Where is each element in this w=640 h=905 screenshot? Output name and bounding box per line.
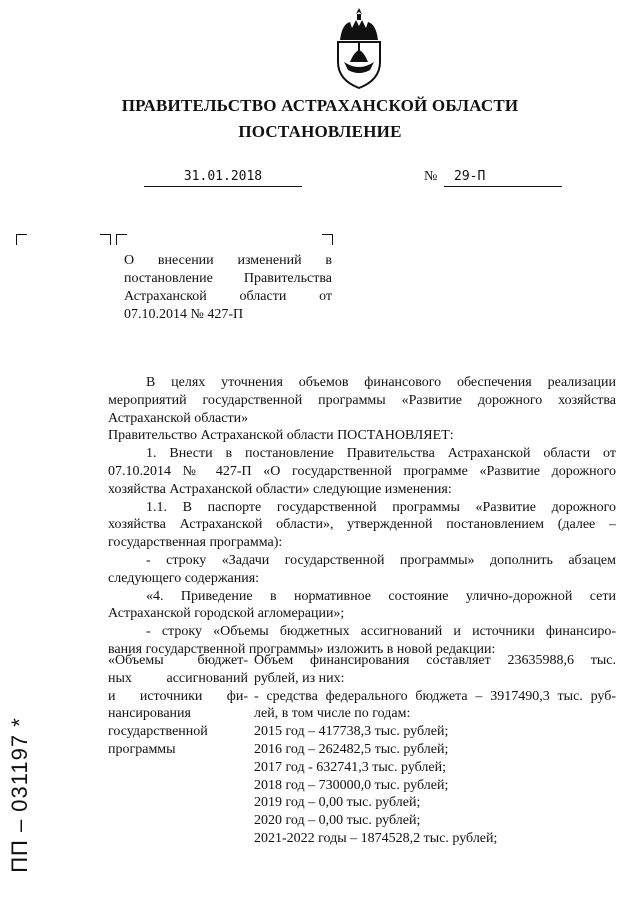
table-left-line: ных ассигнований [108, 670, 248, 686]
table-left-line: и источники фи- [108, 688, 248, 704]
table-right-line: Объем финансирования составляет 23635988,6 тыс. [254, 653, 616, 668]
subject-line: 07.10.2014 № 427-П [124, 307, 244, 322]
body-line: - строку «Задачи государственной программы» дополнить абзацем [146, 552, 616, 568]
table-left-line: государственной [108, 724, 208, 740]
table-right-line: 2021-2022 годы – 1874528,2 тыс. рублей; [254, 830, 498, 846]
serial-number-stamp [8, 700, 32, 890]
subject-line: постановление Правительства [124, 271, 332, 286]
body-line: «4. Приведение в нормативное состояние улично-дорожной сети [146, 588, 616, 604]
body-line: 1. Внести в постановление Правительства Астраханской области от [146, 446, 616, 462]
table-right-line: 2015 год – 417738,3 тыс. рублей; [254, 724, 449, 740]
table-right-line: - средства федерального бюджета – 3917490,3 тыс. руб- [254, 688, 616, 704]
body-line: хозяйства Астраханской области» следующие изменения: [108, 481, 452, 497]
document-body [108, 374, 616, 659]
body-line: Астраханской области» [108, 410, 249, 426]
table-left-cell [108, 652, 248, 759]
government-title: ПРАВИТЕЛЬСТВО АСТРАХАНСКОЙ ОБЛАСТИ [121, 96, 519, 115]
table-right-line: 2017 год - 632741,3 тыс. рублей; [254, 759, 447, 775]
table-right-cell [254, 652, 616, 848]
table-left-line: программы [108, 741, 176, 757]
table-right-line: 2020 год – 0,00 тыс. рублей; [254, 813, 421, 829]
document-date: 31.01.2018 [144, 168, 302, 187]
corner-mark [16, 234, 27, 245]
table-right-line: 2019 год – 0,00 тыс. рублей; [254, 795, 421, 811]
corner-mark [100, 234, 111, 245]
document-number-label: № [424, 169, 438, 184]
table-left-line: «Объемы бюджет- [108, 653, 248, 668]
table-left-line: нансирования [108, 706, 191, 722]
body-line: Астраханской городской агломерации»; [108, 606, 345, 622]
body-line: государственная программа): [108, 535, 283, 551]
body-line: хозяйства Астраханской области», утвержденной постановлением (далее – [108, 517, 616, 533]
body-line: мероприятий государственной программы «Развитие дорожного хозяйства [108, 392, 616, 408]
corner-mark [116, 234, 127, 245]
table-right-line: лей, в том числе по годам: [254, 706, 411, 722]
body-line: - строку «Объемы бюджетных ассигнований и источники финансиро- [146, 624, 616, 640]
document-type-title: ПОСТАНОВЛЕНИЕ [238, 122, 402, 141]
body-line: В целях уточнения объемов финансового обеспечения реализации [146, 375, 616, 390]
corner-mark [322, 234, 333, 245]
body-line: Правительство Астраханской области ПОСТАНОВЛЯЕТ: [108, 428, 454, 444]
subject-line: О внесении изменений в [124, 253, 332, 268]
table-right-line: рублей, из них: [254, 670, 345, 686]
serial-number-text: ПП – 031197 * [7, 717, 33, 873]
body-line: следующего содержания: [108, 570, 260, 586]
body-line: 07.10.2014 № 427-П «О государственной программе «Развитие дорожного [108, 463, 616, 479]
table-right-line: 2016 год – 262482,5 тыс. рублей; [254, 741, 449, 757]
table-right-line: 2018 год – 730000,0 тыс. рублей; [254, 777, 449, 793]
document-number: 29-П [444, 168, 562, 187]
document-subject [124, 252, 332, 324]
subject-line: Астраханской области от [124, 289, 332, 304]
body-line: 1.1. В паспорте государственной программы «Развитие дорожного [146, 499, 616, 515]
coat-of-arms-emblem [332, 6, 386, 90]
body-line: вания государственной программы» изложить в новой редакции: [108, 641, 496, 657]
